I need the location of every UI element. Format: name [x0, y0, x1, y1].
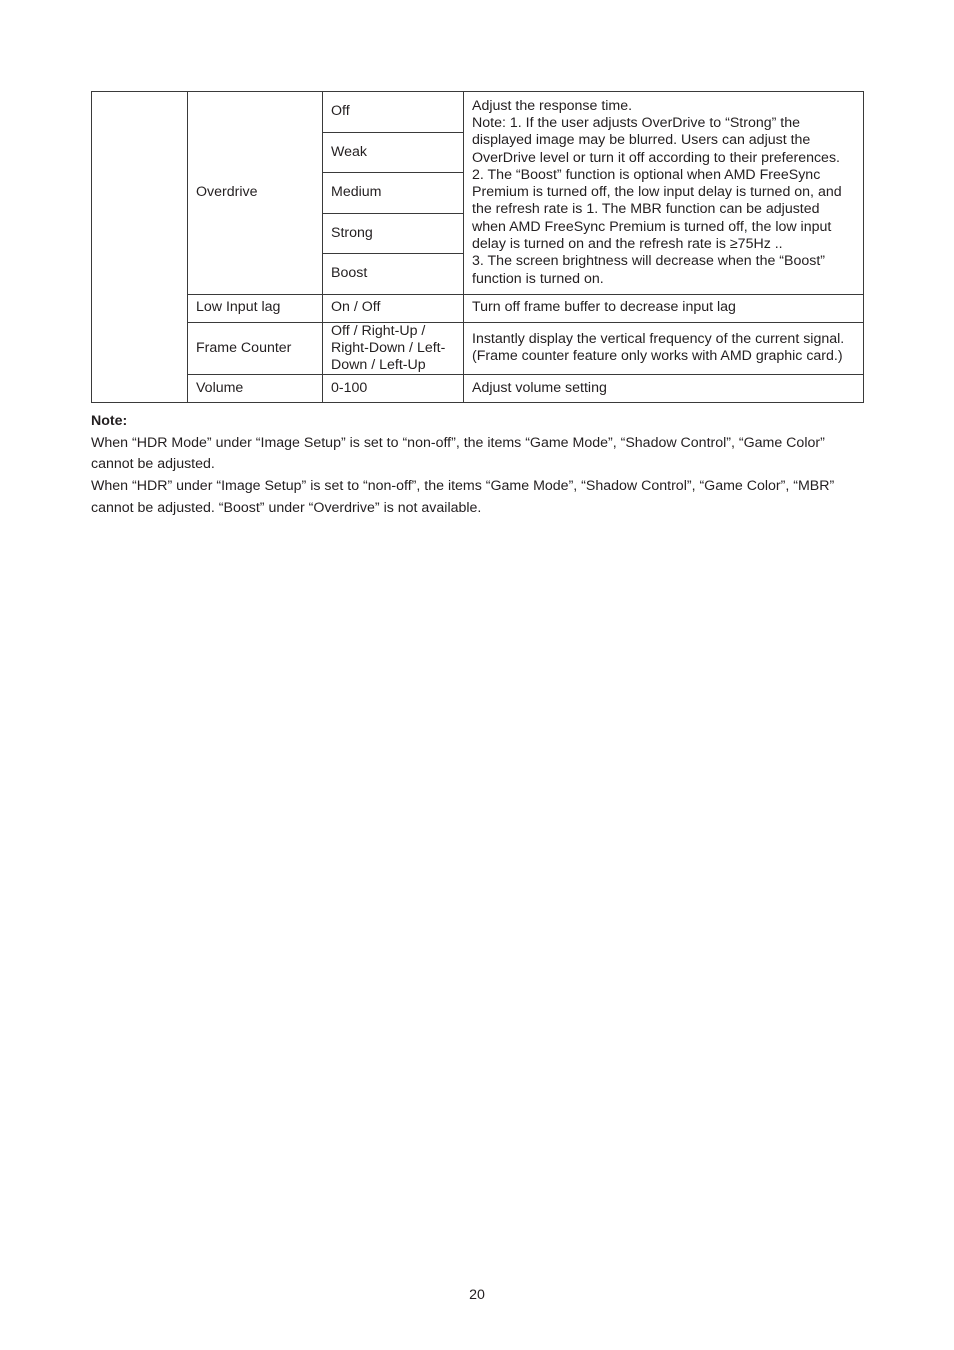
table-row — [92, 294, 864, 322]
overdrive-option-weak: Weak — [323, 132, 464, 173]
overdrive-description: Adjust the response time. Note: 1. If the user adjusts OverDrive to “Strong” the displayed image may be blurred. Users can adjust the OverDrive level or turn it off according to their preferences. 2. The “Boost” function is optional when AMD FreeSync Premium is turned off, the low input delay is turned on, and the refresh rate is 1. The MBR function can be adjusted when AMD FreeSync Premium is turned off, the low input delay is turned on and the refresh rate is ≥75Hz .. 3. The screen brightness will decrease when the “Boost” function is turned on. — [464, 92, 864, 295]
overdrive-option-strong: Strong — [323, 213, 464, 254]
table-row — [92, 92, 864, 133]
frame-counter-description: Instantly display the vertical frequency of the current signal. (Frame counter feature only works with AMD graphic card.) — [464, 322, 864, 375]
setting-label-overdrive: Overdrive — [188, 92, 323, 295]
settings-table — [91, 91, 864, 403]
frame-counter-value: Off / Right-Up / Right-Down / Left-Down / Left-Up — [323, 322, 464, 375]
low-input-lag-value: On / Off — [323, 294, 464, 322]
overdrive-option-boost: Boost — [323, 254, 464, 295]
note-title: Note: — [91, 413, 128, 429]
note-paragraph: When “HDR Mode” under “Image Setup” is set to “non-off”, the items “Game Mode”, “Shadow Control”, “Game Color” cannot be adjusted. — [91, 434, 825, 473]
volume-description: Adjust volume setting — [464, 375, 864, 403]
overdrive-option-off: Off — [323, 92, 464, 133]
low-input-lag-description: Turn off frame buffer to decrease input lag — [464, 294, 864, 322]
setting-label-low-input-lag: Low Input lag — [188, 294, 323, 322]
setting-label-volume: Volume — [188, 375, 323, 403]
table-row — [92, 375, 864, 403]
category-cell — [92, 92, 188, 403]
overdrive-option-medium: Medium — [323, 173, 464, 214]
table-row — [92, 322, 864, 375]
setting-label-frame-counter: Frame Counter — [188, 322, 323, 375]
note-paragraph: When “HDR” under “Image Setup” is set to “non-off”, the items “Game Mode”, “Shadow Control”, “Game Color”, “MBR” cannot be adjusted. “Boost” under “Overdrive” is not available. — [91, 478, 835, 516]
page-number: 20 — [469, 1287, 485, 1303]
volume-value: 0-100 — [323, 375, 464, 403]
note-section — [91, 411, 866, 520]
